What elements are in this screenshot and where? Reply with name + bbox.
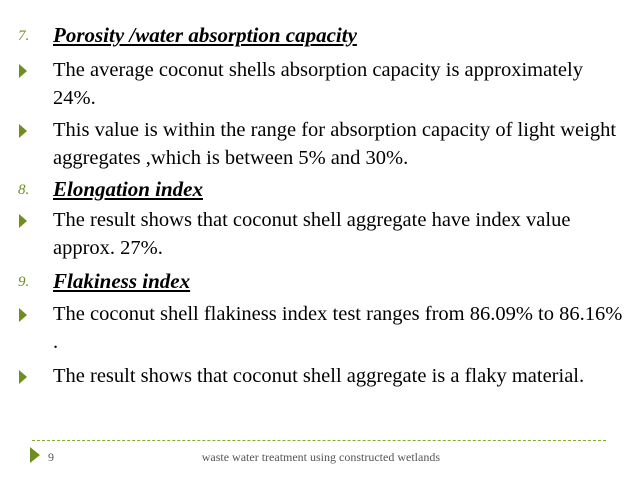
- heading-number: 7.: [18, 28, 30, 44]
- section-heading: Flakiness index: [53, 269, 191, 293]
- triangle-bullet-icon: [19, 214, 27, 228]
- page-number: 9: [48, 450, 54, 464]
- triangle-bullet-icon: [19, 124, 27, 138]
- heading-number: 8.: [18, 182, 30, 198]
- bullet-text: This value is within the range for absorption capacity of light weight aggregates ,which is between 5% and 30%.: [53, 119, 617, 169]
- bullet-text: The result shows that coconut shell aggregate have index value approx. 27%.: [53, 209, 571, 259]
- bullet-text: The result shows that coconut shell aggregate is a flaky material.: [53, 365, 585, 387]
- bullet-text: The average coconut shells absorption capacity is approximately 24%.: [53, 59, 583, 109]
- section-heading: Elongation index: [53, 177, 203, 201]
- footer-title: waste water treatment using constructed wetlands: [201, 450, 440, 464]
- triangle-bullet-icon: [19, 64, 27, 78]
- triangle-arrow-icon: [30, 447, 40, 463]
- triangle-bullet-icon: [19, 308, 27, 322]
- section-heading: Porosity /water absorption capacity: [53, 23, 357, 47]
- triangle-bullet-icon: [19, 370, 27, 384]
- bullet-text: The coconut shell flakiness index test ranges from 86.09% to 86.16% .: [53, 303, 623, 353]
- footer-divider: [32, 440, 606, 441]
- heading-number: 9.: [18, 274, 30, 290]
